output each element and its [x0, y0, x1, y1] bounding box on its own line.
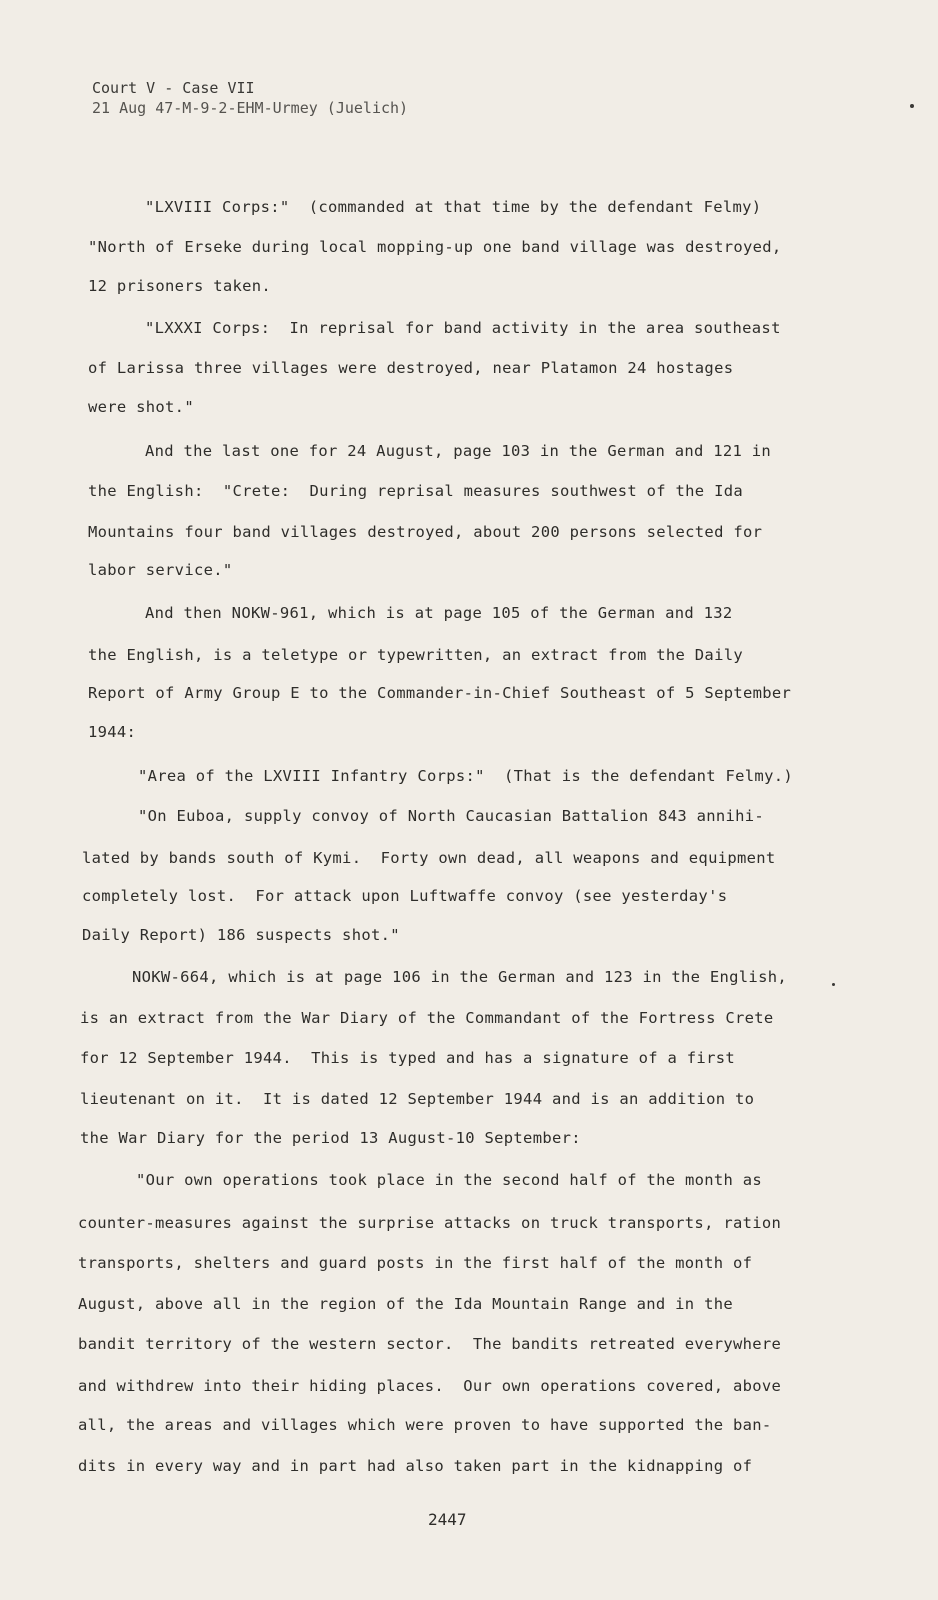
body-line: labor service."	[88, 561, 233, 579]
page-number: 2447	[428, 1510, 467, 1529]
body-line: and withdrew into their hiding places. Our own operations covered, above	[78, 1377, 782, 1395]
body-line: Mountains four band villages destroyed, about 200 persons selected for	[88, 523, 763, 541]
paper-mark	[910, 104, 914, 108]
body-line: "LXVIII Corps:" (commanded at that time by the defendant Felmy)	[145, 198, 762, 216]
body-line: bandit territory of the western sector. The bandits retreated everywhere	[78, 1335, 782, 1353]
body-line: completely lost. For attack upon Luftwaffe convoy (see yesterday's	[82, 887, 728, 905]
body-line: lated by bands south of Kymi. Forty own dead, all weapons and equipment	[82, 849, 776, 867]
body-line: lieutenant on it. It is dated 12 September 1944 and is an addition to	[80, 1090, 755, 1108]
date-reference-line: 21 Aug 47-M-9-2-EHM-Urmey (Juelich)	[92, 99, 409, 117]
paper-mark	[832, 983, 835, 986]
body-line: counter-measures against the surprise attacks on truck transports, ration	[78, 1214, 782, 1232]
body-line: of Larissa three villages were destroyed, near Platamon 24 hostages	[88, 359, 734, 377]
body-line: the War Diary for the period 13 August-10 September:	[80, 1129, 581, 1147]
body-line: the English: "Crete: During reprisal measures southwest of the Ida	[88, 482, 743, 500]
body-line: were shot."	[88, 398, 194, 416]
body-line: the English, is a teletype or typewritten, an extract from the Daily	[88, 646, 743, 664]
body-line: Report of Army Group E to the Commander-in-Chief Southeast of 5 September	[88, 684, 792, 702]
body-line: "Area of the LXVIII Infantry Corps:" (That is the defendant Felmy.)	[138, 767, 793, 785]
body-line: Daily Report) 186 suspects shot."	[82, 926, 400, 944]
body-line: NOKW-664, which is at page 106 in the German and 123 in the English,	[132, 968, 787, 986]
body-line: 1944:	[88, 723, 137, 741]
court-case-line: Court V - Case VII	[92, 79, 255, 97]
body-line: transports, shelters and guard posts in the first half of the month of	[78, 1254, 753, 1272]
body-line: And the last one for 24 August, page 103 in the German and 121 in	[145, 442, 772, 460]
body-line: all, the areas and villages which were proven to have supported the ban-	[78, 1416, 772, 1434]
body-line: for 12 September 1944. This is typed and has a signature of a first	[80, 1049, 735, 1067]
body-line: 12 prisoners taken.	[88, 277, 272, 295]
body-line: dits in every way and in part had also taken part in the kidnapping of	[78, 1457, 753, 1475]
body-line: "North of Erseke during local mopping-up one band village was destroyed,	[88, 238, 782, 256]
document-header	[92, 78, 408, 118]
body-line: is an extract from the War Diary of the Commandant of the Fortress Crete	[80, 1009, 774, 1027]
body-line: And then NOKW-961, which is at page 105 of the German and 132	[145, 604, 733, 622]
body-line: "LXXXI Corps: In reprisal for band activity in the area southeast	[145, 319, 781, 337]
body-line: August, above all in the region of the Ida Mountain Range and in the	[78, 1295, 733, 1313]
body-line: "On Euboa, supply convoy of North Caucasian Battalion 843 annihi-	[138, 807, 765, 825]
body-line: "Our own operations took place in the second half of the month as	[136, 1171, 763, 1189]
